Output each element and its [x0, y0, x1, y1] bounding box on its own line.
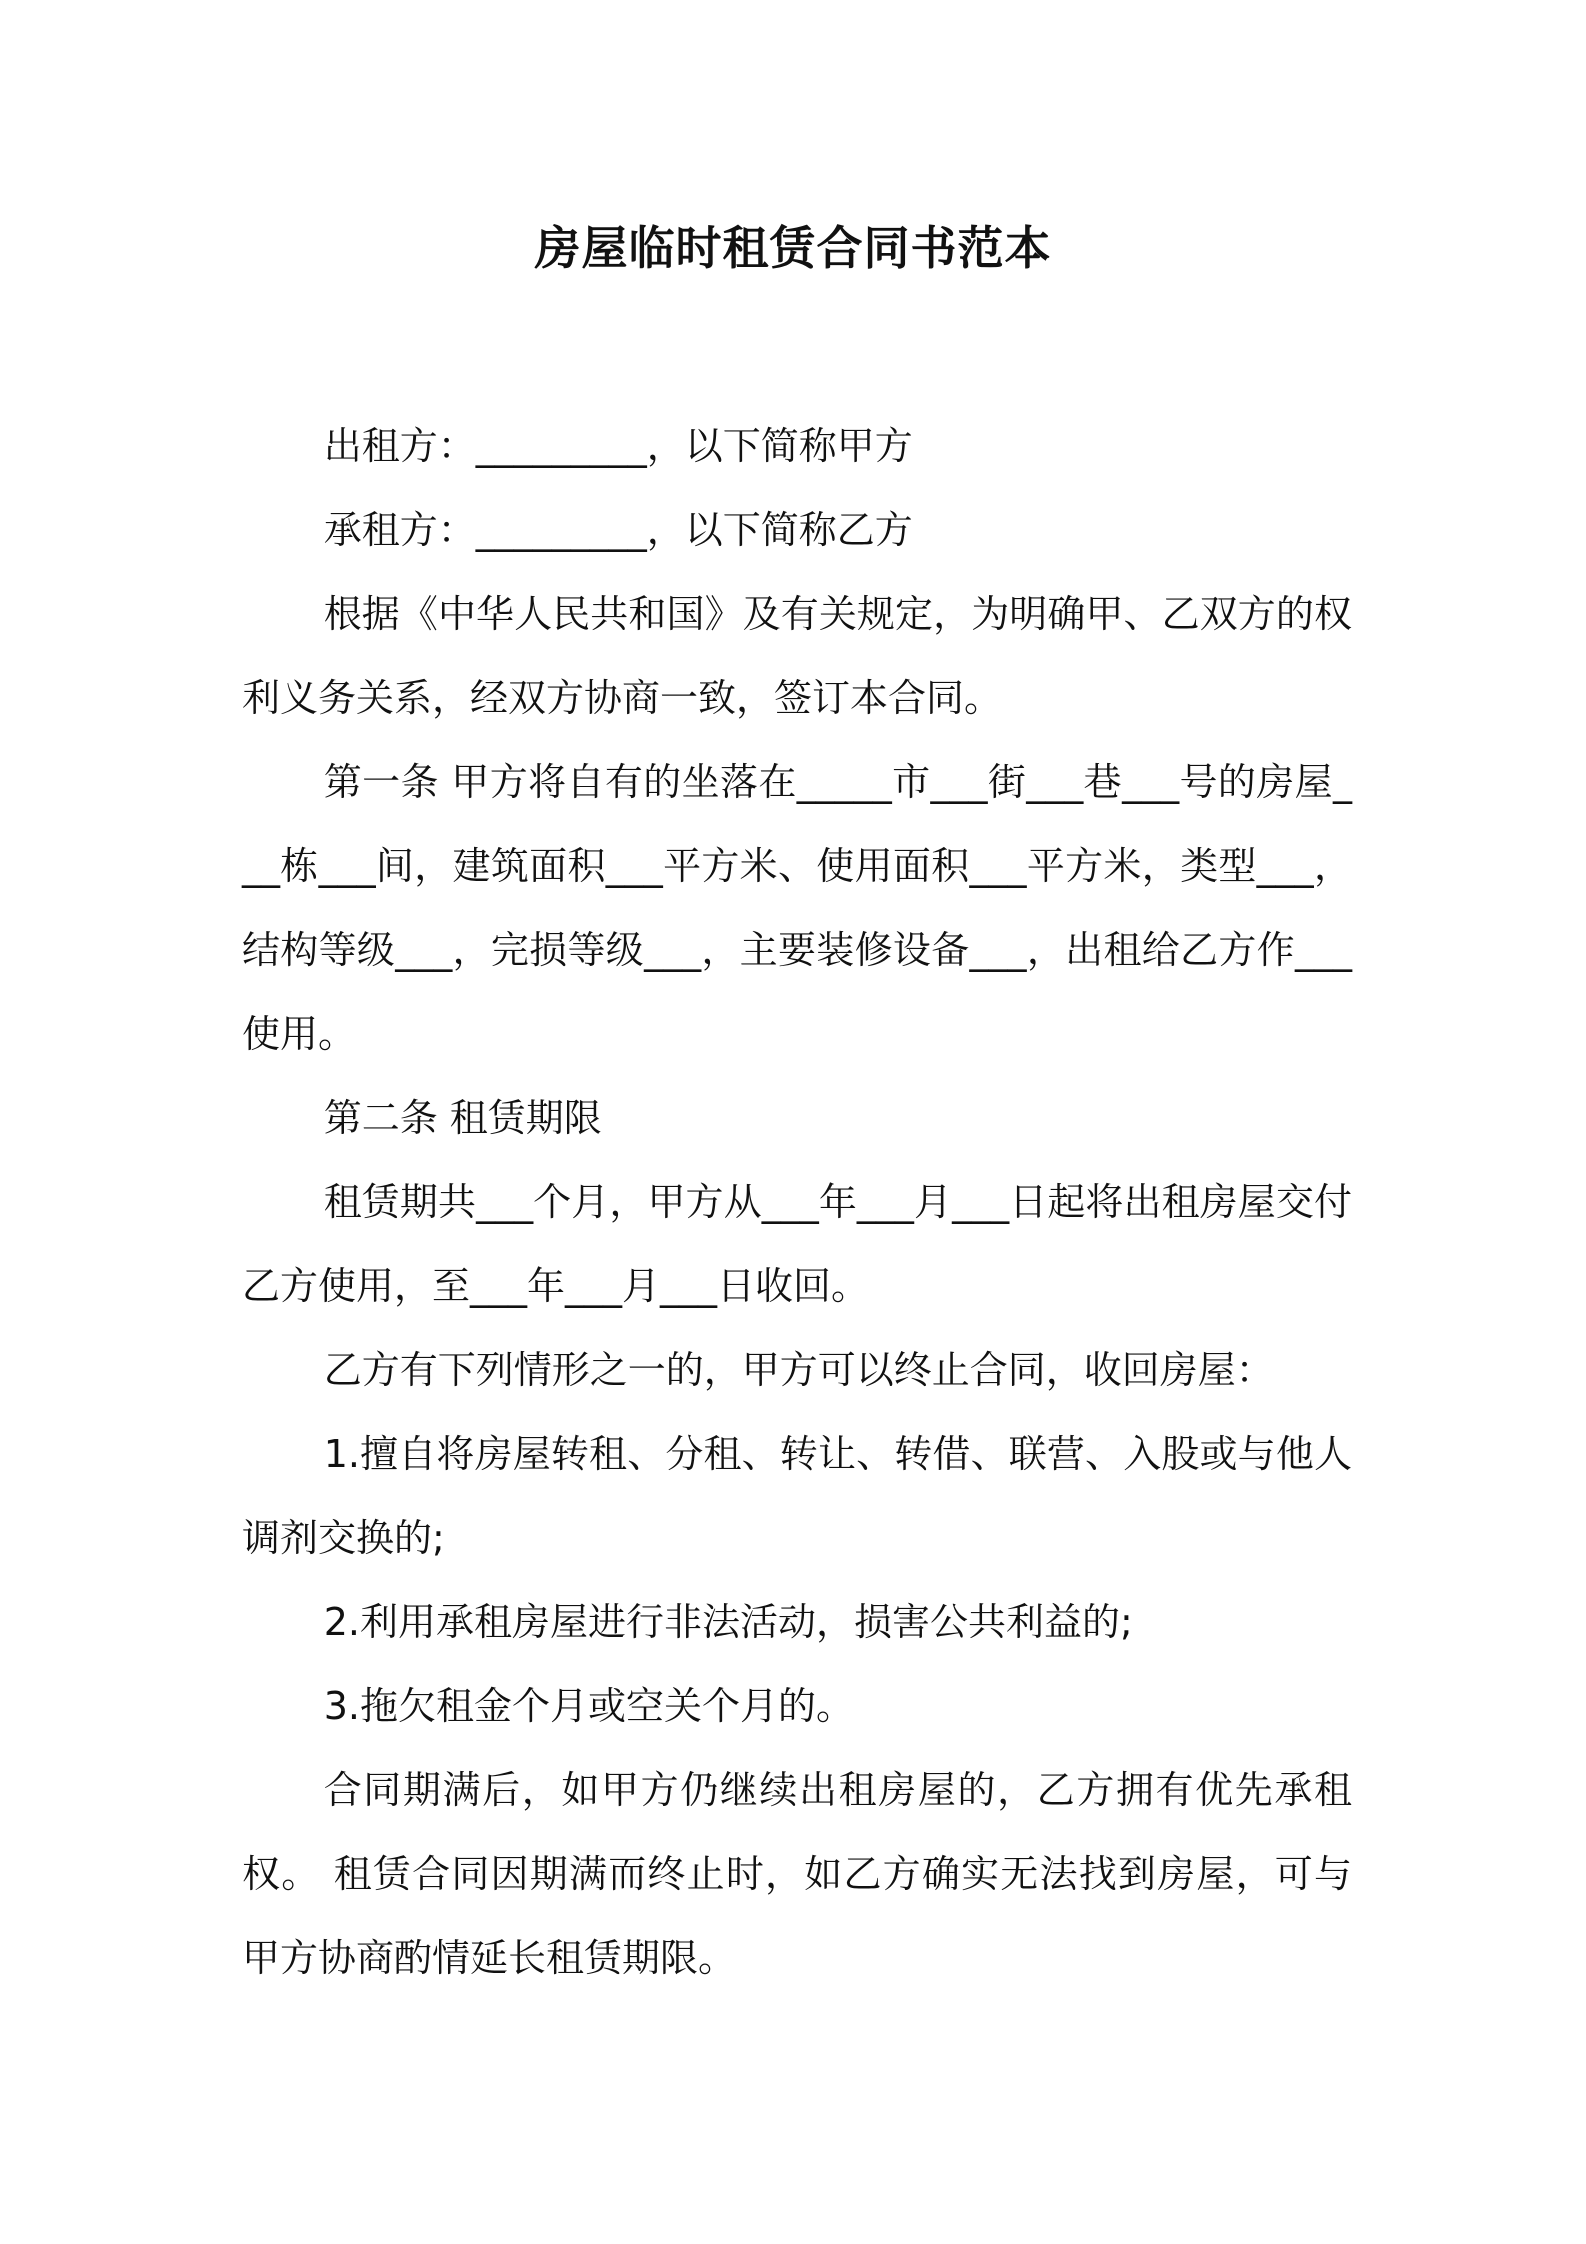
lease-term-paragraph: 租赁期共___个月，甲方从___年___月___日起将出租房屋交付乙方使用，至___年___月___日收回。 [242, 1180, 1352, 1308]
termination-conditions-intro: 乙方有下列情形之一的，甲方可以终止合同，收回房屋： [323, 1348, 1274, 1392]
preamble-paragraph: 根据《中华人民共和国》及有关规定，为明确甲、乙双方的权利义务关系，经双方协商一致，签订本合同。 [242, 592, 1352, 720]
article-one-paragraph: 第一条 甲方将自有的坐落在_____市___街___巷___号的房屋___栋___间，建筑面积___平方米、使用面积___平方米，类型___，结构等级___，完损等级___，主要装修设备___，出租给乙方作___使用。 [242, 760, 1352, 1056]
article-two-heading: 第二条 租赁期限 [323, 1096, 602, 1140]
termination-condition-1: 1.擅自将房屋转租、分租、转让、转借、联营、入股或与他人调剂交换的; [242, 1432, 1352, 1560]
termination-condition-3: 3.拖欠租金个月或空关个月的。 [323, 1684, 854, 1728]
document-title: 房屋临时租赁合同书范本 [534, 221, 1052, 275]
lessee-line: 承租方：_________，以下简称乙方 [323, 508, 913, 552]
lessor-line: 出租方：_________，以下简称甲方 [323, 424, 913, 468]
document-body [242, 404, 1352, 2000]
termination-condition-2: 2.利用承租房屋进行非法活动，损害公共利益的; [323, 1600, 1133, 1644]
renewal-paragraph: 合同期满后，如甲方仍继续出租房屋的，乙方拥有优先承租权。 租赁合同因期满而终止时，如乙方确实无法找到房屋，可与甲方协商酌情延长租赁期限。 [242, 1768, 1352, 1980]
